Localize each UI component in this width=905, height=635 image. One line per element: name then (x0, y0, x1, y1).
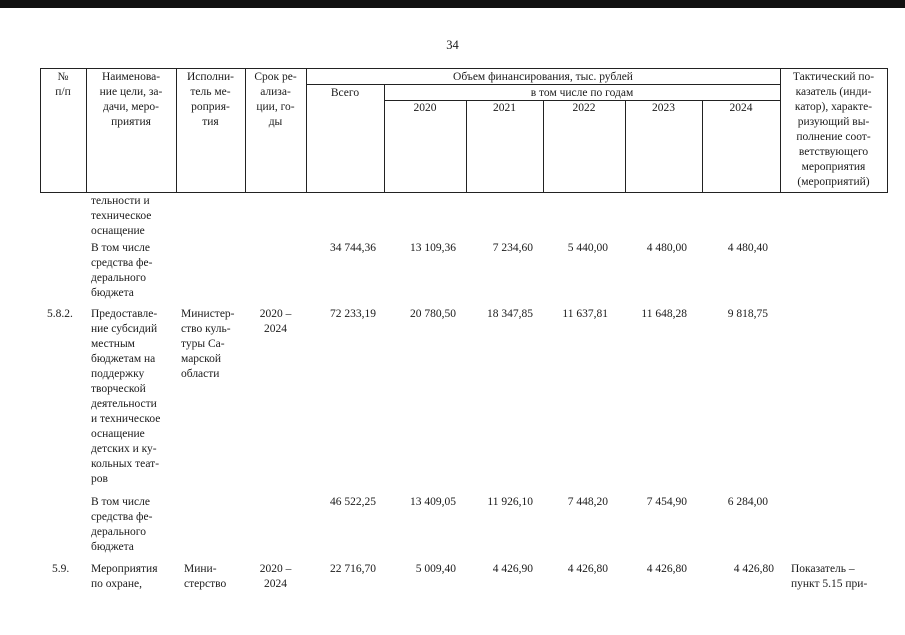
header-term: Срок ре- ализа- ции, го- ды (254, 71, 297, 128)
value-2024: 4 480,40 (727, 242, 768, 254)
header-year-2022: 2022 (572, 102, 596, 114)
value-2023: 4 480,00 (646, 242, 687, 254)
header-year-2023: 2023 (652, 102, 675, 114)
continuation-text: тельности и техническое оснащение (91, 195, 152, 237)
value-2022: 5 440,00 (567, 242, 608, 254)
top-border (0, 0, 905, 8)
value-2023: 7 454,90 (646, 496, 687, 508)
value-2022: 11 637,81 (562, 308, 608, 320)
header-name: Наименова- ние цели, за- дачи, меро- приятия (99, 71, 163, 128)
row-name: Мероприятия по охране, (91, 563, 158, 590)
header-by-years: в том числе по годам (530, 87, 634, 99)
header-indicator: Тактический по- казатель (инди- катор), характе- ризующий вы- полнение соот- ветствующего мероприятия (мероприятий) (792, 71, 875, 188)
value-2024: 6 284,00 (727, 496, 768, 508)
row-indicator: Показатель – пункт 5.15 при- (791, 563, 868, 590)
value-total: 34 744,36 (330, 242, 376, 254)
value-2021: 11 926,10 (487, 496, 533, 508)
value-total: 72 233,19 (330, 308, 376, 320)
row-executor: Мини- стерство (184, 563, 227, 590)
value-2021: 18 347,85 (487, 308, 533, 320)
page-number: 34 (446, 38, 459, 52)
value-2021: 4 426,90 (492, 563, 533, 575)
value-total: 46 522,25 (330, 496, 376, 508)
header-year-2020: 2020 (413, 102, 437, 114)
header-year-2024: 2024 (729, 102, 753, 114)
value-2020: 13 409,05 (410, 496, 456, 508)
value-2022: 4 426,80 (567, 563, 608, 575)
header-year-2021: 2021 (493, 102, 516, 114)
value-2024: 9 818,75 (727, 308, 768, 320)
row-term: 2020 – 2024 (259, 308, 292, 335)
row-term: 2020 – 2024 (259, 563, 292, 590)
value-2020: 13 109,36 (410, 242, 456, 254)
header-executor: Исполни- тель ме- роприя- тия (186, 71, 235, 128)
value-2022: 7 448,20 (567, 496, 608, 508)
value-2021: 7 234,60 (492, 242, 533, 254)
header-funding: Объем финансирования, тыс. рублей (453, 71, 633, 83)
value-2024: 4 426,80 (733, 563, 774, 575)
value-2020: 5 009,40 (415, 563, 456, 575)
header-num: № п/п (55, 71, 71, 98)
row-executor: Министер- ство куль- туры Са- марской области (181, 308, 235, 380)
row-number: 5.8.2. (47, 308, 73, 320)
row-number: 5.9. (52, 563, 70, 575)
header-total: Всего (330, 87, 360, 99)
row-name: В том числе средства фе- дерального бюджета (91, 242, 153, 299)
row-name: В том числе средства фе- дерального бюджета (91, 496, 153, 553)
value-2020: 20 780,50 (410, 308, 456, 320)
value-2023: 11 648,28 (641, 308, 687, 320)
value-2023: 4 426,80 (646, 563, 687, 575)
row-name: Предоставле- ние субсидий местным бюджетам на поддержку творческой деятельности и техническое оснащение детских и ку- кольных теат- ров (91, 308, 161, 485)
value-total: 22 716,70 (330, 563, 376, 575)
